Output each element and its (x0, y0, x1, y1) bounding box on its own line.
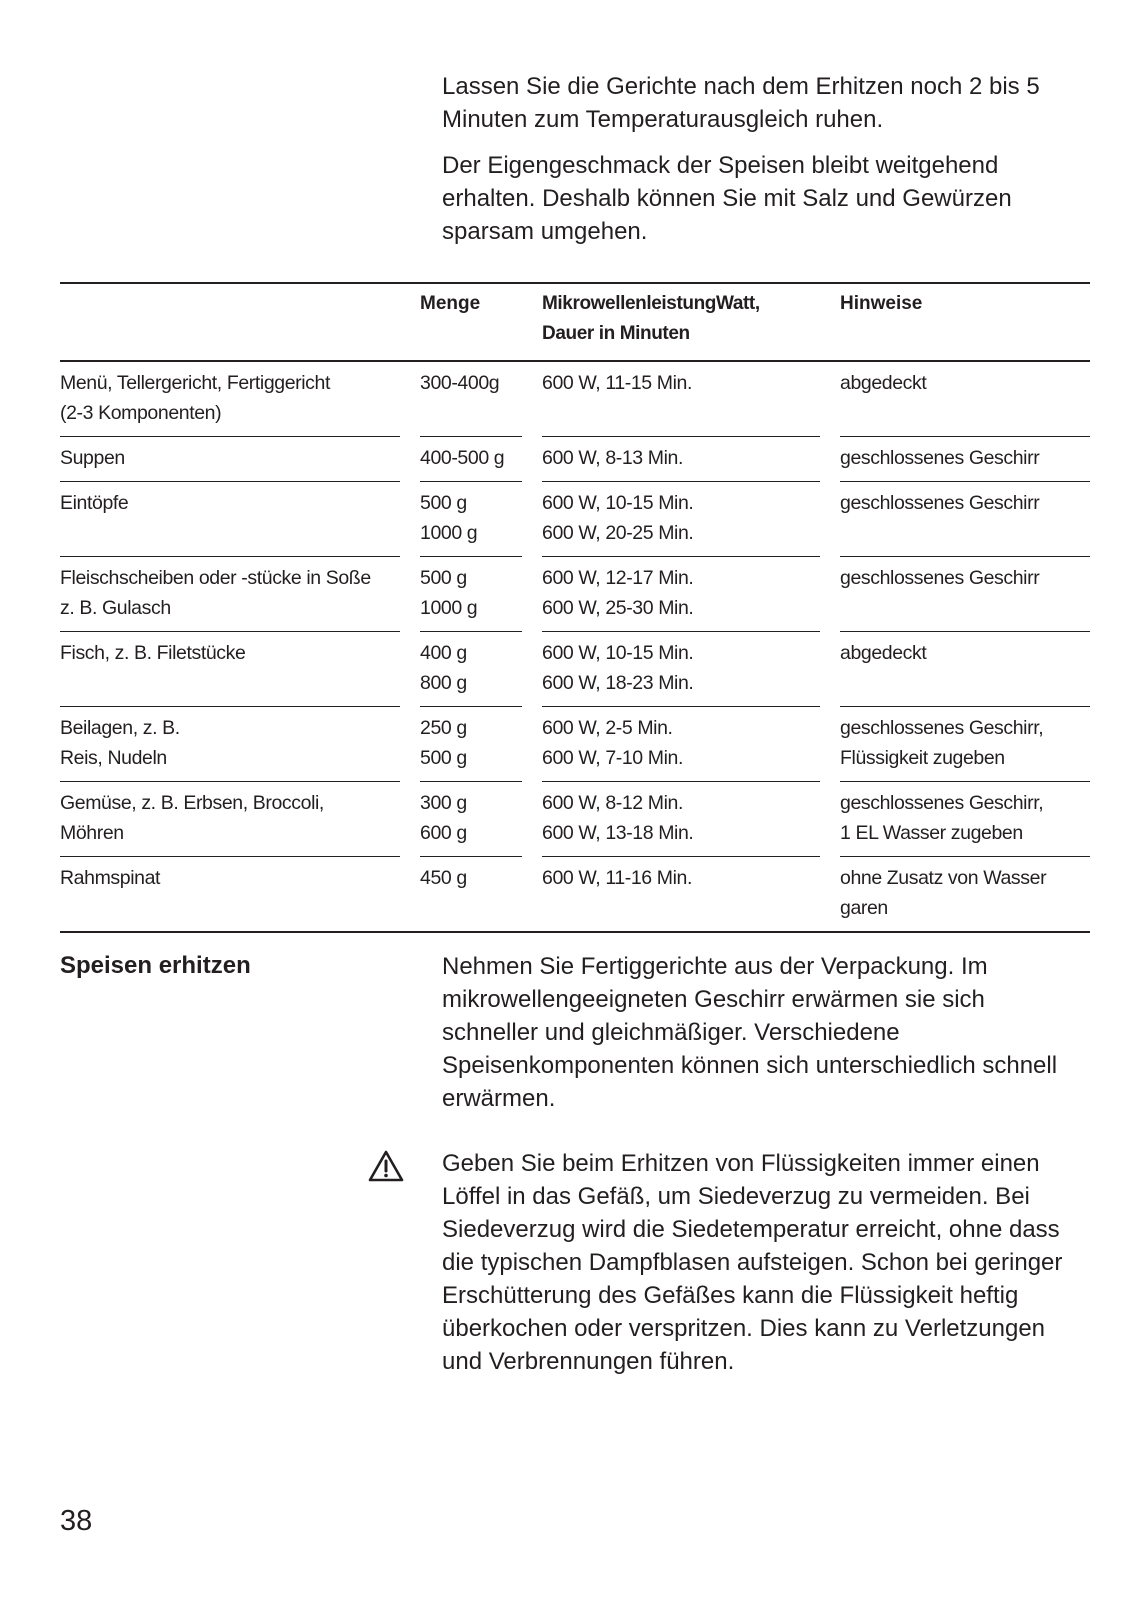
amount-line: 800 g (420, 672, 467, 694)
amount-line: 500 g (420, 747, 467, 769)
cell-power (542, 707, 820, 782)
cell-dish (60, 782, 400, 857)
cell-power (542, 782, 820, 857)
cell-power (542, 437, 820, 482)
dish-line: (2-3 Komponenten) (60, 402, 222, 424)
intro-paragraph-2: Der Eigengeschmack der Speisen bleibt weitgehend erhalten. Deshalb können Sie mit Salz und Gewürzen sparsam umgehen. (442, 152, 1012, 245)
table-row (60, 437, 1090, 482)
power-line: 600 W, 8-13 Min. (542, 447, 684, 469)
table-row (60, 557, 1090, 632)
note-line: geschlossenes Geschirr, (840, 717, 1044, 739)
heating-table-container (60, 282, 1070, 933)
cell-note (840, 437, 1090, 482)
warning-triangle-icon (368, 1150, 404, 1182)
power-line: 600 W, 7-10 Min. (542, 747, 684, 769)
heating-table (60, 282, 1090, 933)
note-line: 1 EL Wasser zugeben (840, 822, 1023, 844)
cell-power (542, 557, 820, 632)
note-line: ohne Zusatz von Wasser (840, 867, 1047, 889)
cell-power (542, 362, 820, 437)
power-line: 600 W, 11-16 Min. (542, 867, 692, 889)
cell-power (542, 632, 820, 707)
power-line: 600 W, 25-30 Min. (542, 597, 694, 619)
dish-line: Reis, Nudeln (60, 747, 167, 769)
amount-line: 250 g (420, 717, 467, 739)
cell-amount (420, 857, 522, 931)
note-line: Flüssigkeit zugeben (840, 747, 1005, 769)
cell-amount (420, 632, 522, 707)
table-body (60, 362, 1090, 931)
amount-line: 1000 g (420, 597, 478, 619)
power-line: 600 W, 20-25 Min. (542, 522, 694, 544)
note-line: geschlossenes Geschirr (840, 492, 1040, 514)
note-line: abgedeckt (840, 642, 927, 664)
power-line: 600 W, 11-15 Min. (542, 372, 692, 394)
cell-dish (60, 632, 400, 707)
header-menge: Menge (420, 284, 522, 362)
note-line: geschlossenes Geschirr, (840, 792, 1044, 814)
power-line: 600 W, 13-18 Min. (542, 822, 694, 844)
cell-amount (420, 482, 522, 557)
table-header-row (60, 284, 1090, 362)
cell-amount (420, 707, 522, 782)
dish-line: Menü, Tellergericht, Fertiggericht (60, 372, 330, 394)
power-line: 600 W, 8-12 Min. (542, 792, 684, 814)
power-line: 600 W, 10-15 Min. (542, 642, 694, 664)
warning-paragraph: Geben Sie beim Erhitzen von Flüssigkeiten immer einen Löffel in das Gefäß, um Siedeverzug zu vermeiden. Bei Siedeverzug wird die Siedetemperatur erreicht, ohne dass die typischen Dampfblasen aufsteigen. Schon bei geringer Erschütterung des Gefäßes kann die Flüssigkeit heftig überkochen oder verspritzen. Dies kann zu Verletzungen und Verbrennungen führen. (442, 1150, 1063, 1375)
intro-text (442, 70, 1092, 261)
dish-line: Möhren (60, 822, 124, 844)
cell-dish (60, 362, 400, 437)
table-row (60, 482, 1090, 557)
note-line: geschlossenes Geschirr (840, 447, 1040, 469)
section-heading: Speisen erhitzen (60, 952, 251, 979)
note-line: abgedeckt (840, 372, 927, 394)
amount-line: 600 g (420, 822, 467, 844)
cell-amount (420, 437, 522, 482)
header-leistung: MikrowellenleistungWatt, Dauer in Minuten (542, 284, 820, 362)
cell-dish (60, 437, 400, 482)
page-number: 38 (60, 1505, 93, 1537)
cell-dish (60, 557, 400, 632)
dish-line: Fisch, z. B. Filetstücke (60, 642, 246, 664)
table-row (60, 632, 1090, 707)
cell-note (840, 632, 1090, 707)
cell-amount (420, 557, 522, 632)
dish-line: Fleischscheiben oder -stücke in Soße (60, 567, 371, 589)
cell-note (840, 707, 1090, 782)
dish-line: z. B. Gulasch (60, 597, 171, 619)
dish-line: Beilagen, z. B. (60, 717, 180, 739)
table-row (60, 707, 1090, 782)
cell-note (840, 782, 1090, 857)
cell-dish (60, 857, 400, 931)
table-row (60, 782, 1090, 857)
cell-note (840, 482, 1090, 557)
cell-amount (420, 782, 522, 857)
note-line: garen (840, 897, 888, 919)
intro-paragraph-1: Lassen Sie die Gerichte nach dem Erhitzen noch 2 bis 5 Minuten zum Temperaturausgleich ruhen. (442, 73, 1040, 133)
power-line: 600 W, 18-23 Min. (542, 672, 694, 694)
cell-dish (60, 482, 400, 557)
note-line: geschlossenes Geschirr (840, 567, 1040, 589)
cell-power (542, 857, 820, 931)
dish-line: Eintöpfe (60, 492, 129, 514)
amount-line: 1000 g (420, 522, 478, 544)
dish-line: Suppen (60, 447, 125, 469)
amount-line: 500 g (420, 492, 467, 514)
power-line: 600 W, 12-17 Min. (542, 567, 694, 589)
section-paragraph: Nehmen Sie Fertiggerichte aus der Verpackung. Im mikrowellengeeigneten Geschirr erwärmen sie sich schneller und gleichmäßiger. Verschiedene Speisenkomponenten können sich unterschiedlich schnell erwärmen. (442, 953, 1058, 1112)
cell-note (840, 557, 1090, 632)
cell-note (840, 362, 1090, 437)
amount-line: 300-400g (420, 372, 500, 394)
header-dish (60, 284, 400, 362)
amount-line: 400-500 g (420, 447, 505, 469)
table-row (60, 362, 1090, 437)
amount-line: 400 g (420, 642, 467, 664)
cell-dish (60, 707, 400, 782)
power-line: 600 W, 2-5 Min. (542, 717, 673, 739)
cell-note (840, 857, 1090, 931)
power-line: 600 W, 10-15 Min. (542, 492, 694, 514)
dish-line: Rahmspinat (60, 867, 161, 889)
dish-line: Gemüse, z. B. Erbsen, Broccoli, (60, 792, 324, 814)
amount-line: 450 g (420, 867, 467, 889)
table-row (60, 857, 1090, 931)
amount-line: 300 g (420, 792, 467, 814)
cell-amount (420, 362, 522, 437)
cell-power (542, 482, 820, 557)
header-hinweise: Hinweise (840, 284, 1090, 362)
amount-line: 500 g (420, 567, 467, 589)
